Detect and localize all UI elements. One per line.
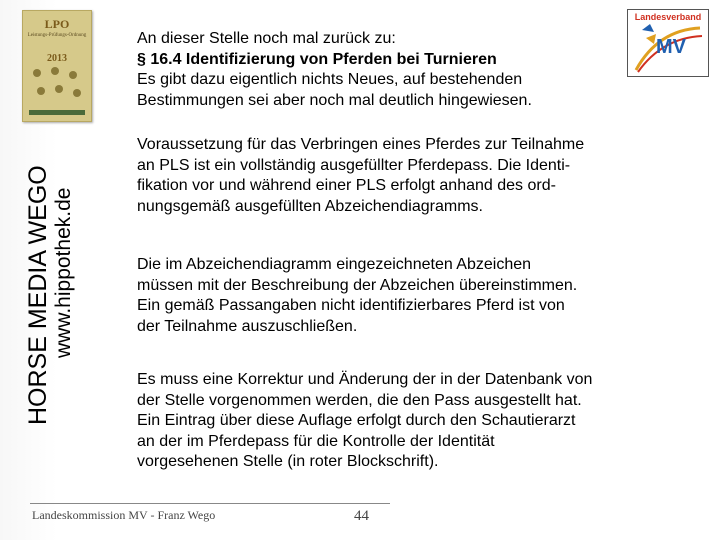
intro-line: Es gibt dazu eigentlich nichts Neues, auf bestehenden <box>137 71 523 88</box>
paragraph-line: Ein Eintrag über diese Auflage erfolgt durch den Schautierarzt <box>137 412 576 429</box>
paragraph-line: Es muss eine Korrektur und Änderung der in der Datenbank von <box>137 371 593 388</box>
paragraph-line: der Stelle vorgenommen werden, die den Pass ausgestellt hat. <box>137 391 582 409</box>
paragraph-line: an PLS ist ein vollständig ausgefüllter Pferdepass. Die Identi- <box>137 156 571 174</box>
page-number: 44 <box>354 508 369 524</box>
lpo-book-cover-image <box>22 10 92 122</box>
paragraph-line: vorgesehenen Stelle (in roter Blockschrift). <box>137 453 439 470</box>
horse-media-wego-brand: HORSE MEDIA WEGO <box>24 165 52 425</box>
paragraph-line: fikation vor und während einer PLS erfolgt anhand des ord- <box>137 177 556 194</box>
paragraph-line: Die im Abzeichendiagramm eingezeichneten Abzeichen <box>137 256 532 273</box>
paragraph-line: Ein gemäß Passangaben nicht identifizierbares Pferd ist von <box>137 297 565 314</box>
paragraph-line: müssen mit der Beschreibung der Abzeichen übereinstimmen. <box>137 276 578 294</box>
footer-divider <box>30 503 390 504</box>
paragraph-line: Voraussetzung für das Verbringen eines Pferdes zur Teilnahme <box>137 136 585 153</box>
intro-line: An dieser Stelle noch mal zurück zu: <box>137 30 396 47</box>
paragraph-line: an der im Pferdepass für die Kontrolle der Identität <box>137 432 495 450</box>
footer-author: Landeskommission MV - Franz Wego <box>32 508 216 522</box>
paragraph-2 <box>137 255 707 337</box>
intro-block <box>137 29 707 111</box>
logo-label: Landesverband <box>634 12 702 22</box>
book-subtitle: Leistungs-Prüfungs-Ordnung <box>27 33 87 38</box>
hippothek-url: www.hippothek.de <box>52 187 75 358</box>
paragraph-line: der Teilnahme auszuschließen. <box>137 317 358 335</box>
book-year: 2013 <box>47 53 67 64</box>
paragraph-1 <box>137 135 707 217</box>
logo-initials: MV <box>656 36 686 58</box>
paragraph-3 <box>137 370 707 473</box>
book-band <box>29 110 85 115</box>
horse-figures-illustration <box>31 67 83 101</box>
paragraph-line: nungsgemäß ausgefüllten Abzeichendiagramms. <box>137 197 483 215</box>
section-heading: § 16.4 Identifizierung von Pferden bei Turnieren <box>137 50 497 68</box>
book-title: LPO <box>44 17 70 31</box>
intro-line: Bestimmungen sei aber noch mal deutlich hingewiesen. <box>137 91 532 109</box>
